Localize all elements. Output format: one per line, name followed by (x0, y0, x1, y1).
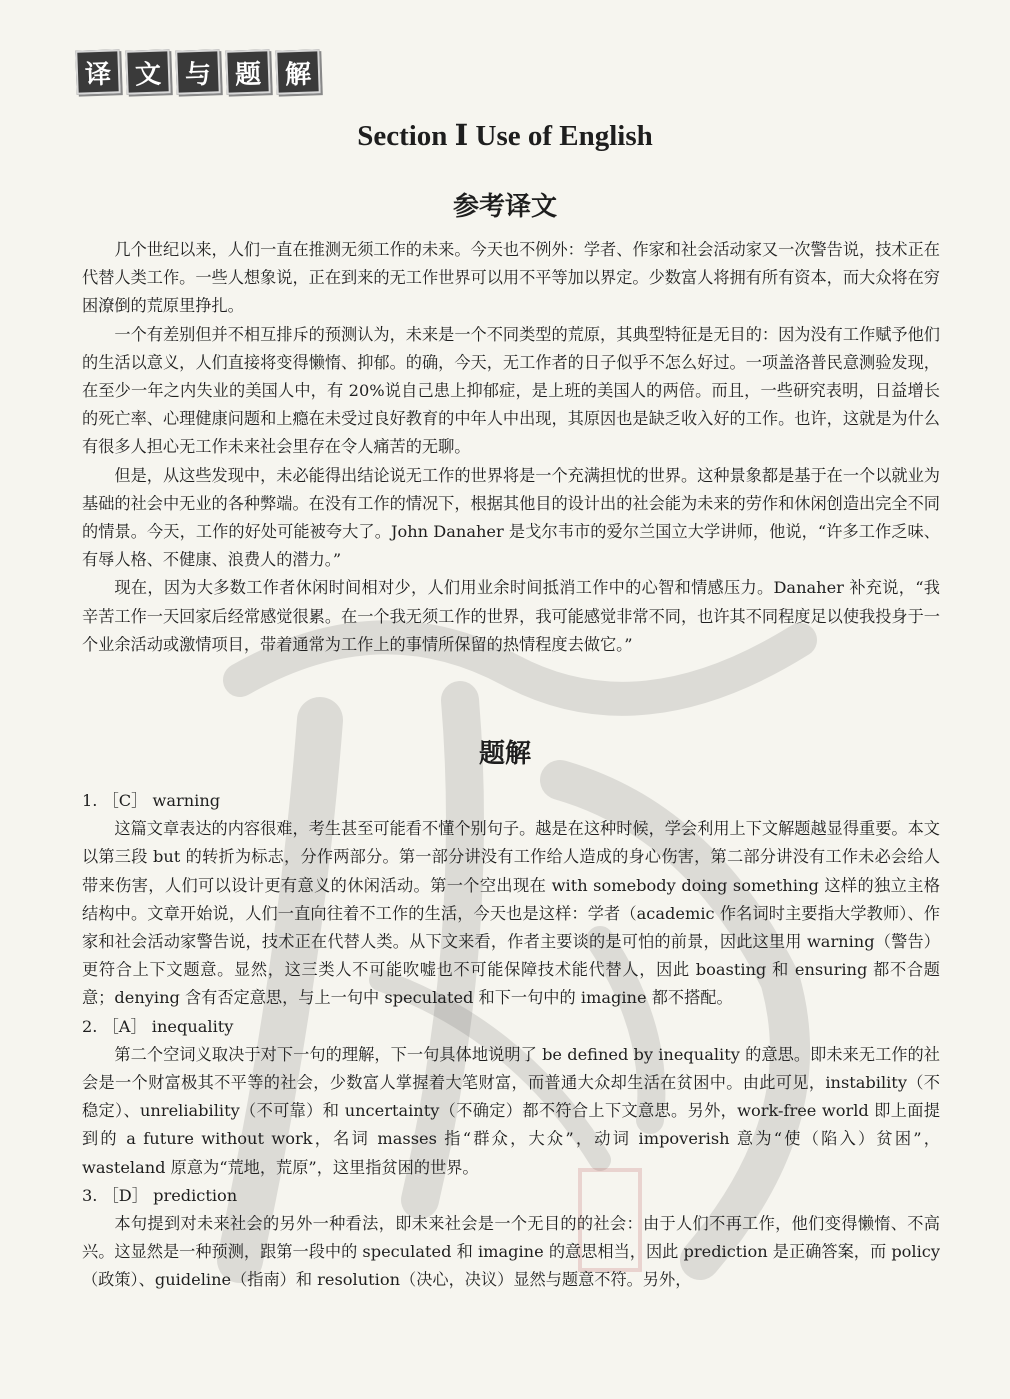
answer-label: 1. ［C］ warning (82, 791, 221, 810)
answer-explanation: 第二个空词义取决于对下一句的理解，下一句具体地说明了 be defined by inequality 的意思。即未来无工作的社会是一个财富极其不平等的社会，少数富人掌握着大笔财富，而普通大众却生活在贫困中。由此可见，instability（不稳定）、unreliability（不可靠）和 uncertainty（不确定）都不符合上下文意思。另外，work-free world 即上面提到的 a future without work，名词 masses 指“群众，大众”，动词 impoverish 意为“使（陷入）贫困”，wasteland 原意为“荒地，荒原”，这里指贫困的世界。 (82, 1044, 940, 1177)
answer-explanation: 这篇文章表达的内容很难，考生甚至可能看不懂个别句子。越是在这种时候，学会利用上下文解题越显得重要。本文以第三段 but 的转折为标志，分作两部分。第一部分讲没有工作给人造成的身心伤害，第二部分讲没有工作未必会给人带来伤害，人们可以设计更有意义的休闲活动。第一个空出现在 with somebody doing something 这样的独立主格结构中。文章开始说，人们一直向往着不工作的生活，今天也是这样：学者（academic 作名词时主要指大学教师）、作家和社会活动家警告说，技术正在代替人类。从下文来看，作者主要谈的是可怕的前景，因此这里用 warning（警告）更符合上下文题意。显然，这三类人不可能吹嘘也不可能保障技术能代替人，因此 boasting 和 ensuring 都不合题意；denying 含有否定意思，与上一句中 speculated 和下一句中的 imagine 都不搭配。 (82, 819, 940, 1008)
answers-heading: 题解 (478, 739, 531, 769)
answer-label: 2. ［A］ inequality (82, 1016, 234, 1036)
banner-char: 文 (125, 49, 171, 95)
answers-body (82, 787, 940, 1295)
translation-body (82, 236, 940, 659)
translation-paragraph: 但是，从这些发现中，未必能得出结论说无工作的世界将是一个充满担忧的世界。这种景象都是基于在一个以就业为基础的社会中无业的各种弊端。在没有工作的情况下，根据其他目的设计出的社会能为未来的劳作和休闲创造出完全不同的情景。今天，工作的好处可能被夸大了。John Danaher 是戈尔韦市的爱尔兰国立大学讲师，他说，“许多工作乏味、有辱人格、不健康、浪费人的潜力。” (82, 465, 940, 570)
translation-paragraph: 几个世纪以来，人们一直在推测无须工作的未来。今天也不例外：学者、作家和社会活动家又一次警告说，技术正在代替人类工作。一些人想象说，正在到来的无工作世界可以用不平等加以界定。少数富人将拥有所有资本，而大众将在穷困潦倒的荒原里挣扎。 (82, 240, 940, 316)
banner-char: 题 (225, 49, 271, 95)
banner-char: 译 (75, 49, 121, 95)
banner-char: 与 (175, 49, 221, 95)
header-banner (76, 50, 320, 92)
answer-explanation: 本句提到对未来社会的另外一种看法，即未来社会是一个无目的的社会：由于人们不再工作，他们变得懒惰、不高兴。这显然是一种预测，跟第一段中的 speculated 和 imagine 的意思相当，因此 prediction 是正确答案，而 policy（政策）、guideline（指南）和 resolution（决心，决议）显然与题意不符。另外， (82, 1214, 940, 1290)
translation-paragraph: 一个有差别但并不相互排斥的预测认为，未来是一个不同类型的荒原，其典型特征是无目的：因为没有工作赋予他们的生活以意义，人们直接将变得懒惰、抑郁。的确，今天，无工作者的日子似乎不怎么好过。一项盖洛普民意测验发现，在至少一年之内失业的美国人中，有 20%说自己患上抑郁症，是上班的美国人的两倍。而且，一些研究表明，日益增长的死亡率、心理健康问题和上瘾在未受过良好教育的中年人中出现，其原因也是缺乏收入好的工作。也许，这就是为什么有很多人担心无工作未来社会里存在令人痛苦的无聊。 (82, 324, 940, 457)
translation-paragraph: 现在，因为大多数工作者休闲时间相对少，人们用业余时间抵消工作中的心智和情感压力。Danaher 补充说，“我辛苦工作一天回家后经常感觉很累。在一个我无须工作的世界，我可能感觉非常不同，也许其不同程度足以使我投身于一个业余活动或激情项目，带着通常为工作上的事情所保留的热情程度去做它。” (82, 578, 940, 654)
banner-char: 解 (275, 49, 321, 95)
translation-heading: 参考译文 (452, 192, 557, 222)
answer-label: 3. ［D］ prediction (82, 1185, 238, 1205)
section-title: Section Ⅰ Use of English (357, 120, 653, 152)
